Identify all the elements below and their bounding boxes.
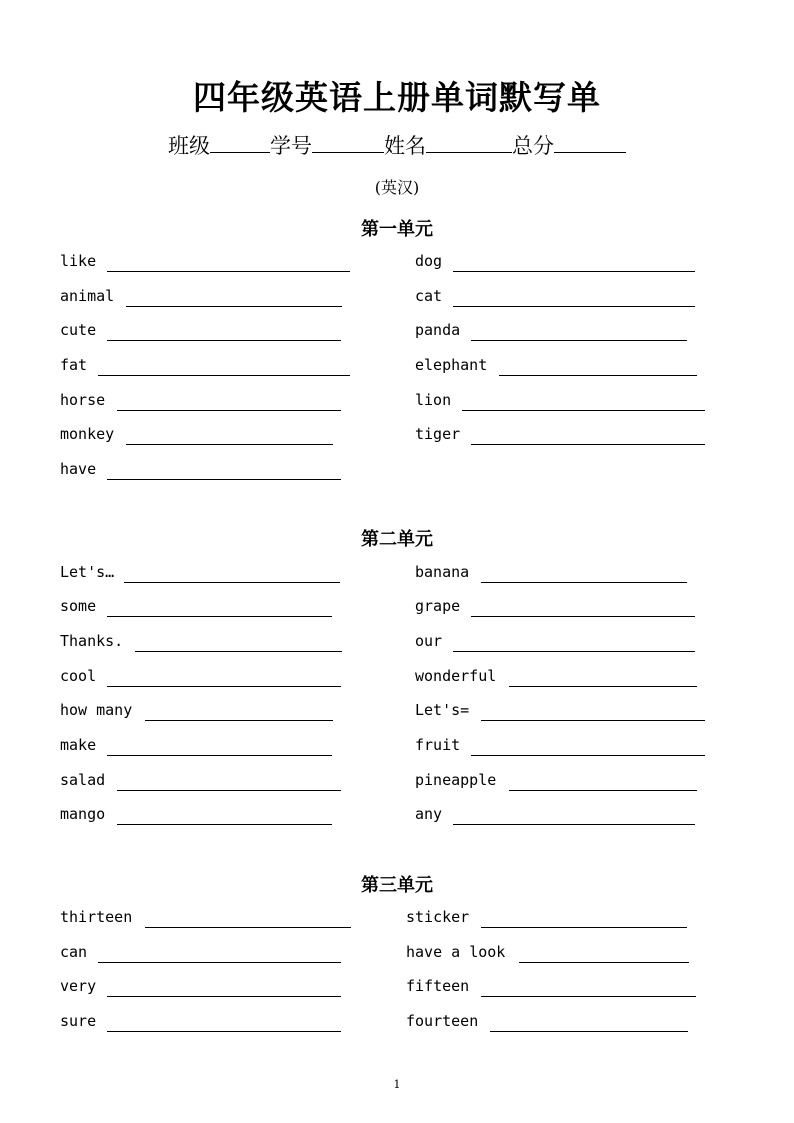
answer-line[interactable] [481, 582, 687, 583]
word-row [60, 943, 343, 965]
word-label: grape [415, 597, 461, 615]
answer-line[interactable] [453, 271, 695, 272]
word-row [60, 252, 350, 274]
answer-line[interactable] [98, 375, 350, 376]
word-row [406, 943, 691, 965]
answer-line[interactable] [107, 1031, 341, 1032]
page-title: 四年级英语上册单词默写单 [193, 78, 601, 117]
answer-line[interactable] [107, 616, 332, 617]
answer-line[interactable] [107, 271, 350, 272]
answer-line[interactable] [453, 651, 695, 652]
answer-line[interactable] [107, 340, 341, 341]
word-row [415, 771, 699, 793]
word-label: elephant [415, 356, 488, 374]
word-row [406, 908, 689, 930]
answer-line[interactable] [481, 720, 705, 721]
answer-line[interactable] [481, 996, 696, 997]
word-row [415, 563, 689, 585]
word-label: sticker [406, 908, 470, 926]
answer-line[interactable] [519, 962, 689, 963]
answer-line[interactable] [471, 755, 705, 756]
word-row [60, 287, 343, 309]
word-row [60, 701, 335, 723]
word-label: Let's… [60, 563, 115, 581]
word-label: mango [60, 805, 106, 823]
word-label: cat [415, 287, 443, 305]
word-label: like [60, 252, 97, 270]
answer-line[interactable] [471, 340, 687, 341]
word-label: fourteen [406, 1012, 479, 1030]
word-row [415, 736, 707, 758]
word-row [415, 356, 699, 378]
word-row [60, 736, 335, 758]
number-blank[interactable] [312, 132, 384, 153]
word-row [60, 805, 335, 827]
word-label: salad [60, 771, 106, 789]
word-label: dog [415, 252, 443, 270]
answer-line[interactable] [117, 790, 341, 791]
word-row [415, 391, 707, 413]
answer-line[interactable] [107, 996, 341, 997]
word-row [415, 321, 689, 343]
word-label: fat [60, 356, 88, 374]
word-row [60, 597, 335, 619]
word-row [415, 632, 697, 654]
word-row [406, 977, 698, 999]
word-label: can [60, 943, 88, 961]
word-label: fifteen [406, 977, 470, 995]
word-row [415, 667, 699, 689]
word-label: lion [415, 391, 452, 409]
answer-line[interactable] [107, 755, 332, 756]
word-label: have [60, 460, 97, 478]
word-label: animal [60, 287, 115, 305]
answer-line[interactable] [481, 927, 687, 928]
name-blank[interactable] [426, 132, 512, 153]
word-row [60, 908, 352, 930]
answer-line[interactable] [145, 720, 333, 721]
word-row [406, 1012, 690, 1034]
score-blank[interactable] [554, 132, 626, 153]
word-label: fruit [415, 736, 461, 754]
word-label: how many [60, 701, 133, 719]
answer-line[interactable] [126, 444, 333, 445]
word-row [60, 391, 343, 413]
unit-3-heading: 第三单元 [361, 875, 433, 896]
word-row [60, 321, 343, 343]
word-row [60, 1012, 343, 1034]
word-label: tiger [415, 425, 461, 443]
answer-line[interactable] [107, 479, 341, 480]
subtitle: (英汉) [374, 178, 420, 197]
word-label: banana [415, 563, 470, 581]
answer-line[interactable] [145, 927, 351, 928]
word-label: make [60, 736, 97, 754]
word-label: monkey [60, 425, 115, 443]
answer-line[interactable] [117, 410, 341, 411]
word-label: cool [60, 667, 97, 685]
word-label: sure [60, 1012, 97, 1030]
word-label: cute [60, 321, 97, 339]
answer-line[interactable] [126, 306, 342, 307]
word-row [60, 356, 350, 378]
answer-line[interactable] [453, 824, 695, 825]
answer-line[interactable] [490, 1031, 688, 1032]
answer-line[interactable] [471, 616, 695, 617]
answer-line[interactable] [135, 651, 342, 652]
number-label: 学号 [270, 134, 312, 158]
class-label: 班级 [168, 134, 210, 158]
word-row [60, 977, 343, 999]
word-label: have a look [406, 943, 506, 961]
word-label: thirteen [60, 908, 133, 926]
score-label: 总分 [512, 134, 554, 158]
answer-line[interactable] [107, 686, 341, 687]
word-label: our [415, 632, 443, 650]
answer-line[interactable] [471, 444, 705, 445]
word-label: very [60, 977, 97, 995]
unit-1-heading: 第一单元 [361, 219, 433, 240]
word-row [60, 632, 343, 654]
word-row [415, 701, 707, 723]
word-label: pineapple [415, 771, 497, 789]
student-info-line [0, 130, 794, 160]
answer-line[interactable] [117, 824, 332, 825]
word-row [415, 252, 697, 274]
answer-line[interactable] [453, 306, 695, 307]
word-label: Let's= [415, 701, 470, 719]
word-row [415, 425, 707, 447]
page-number: 1 [393, 1078, 401, 1091]
word-row [415, 287, 697, 309]
word-row [415, 805, 697, 827]
answer-line[interactable] [509, 686, 697, 687]
unit-2-heading: 第二单元 [361, 529, 433, 550]
answer-line[interactable] [509, 790, 697, 791]
word-row [60, 563, 343, 585]
word-label: any [415, 805, 443, 823]
word-label: wonderful [415, 667, 497, 685]
class-blank[interactable] [210, 132, 270, 153]
answer-line[interactable] [462, 410, 705, 411]
name-label: 姓名 [384, 134, 426, 158]
word-row [60, 667, 343, 689]
answer-line[interactable] [499, 375, 697, 376]
word-label: Thanks. [60, 632, 124, 650]
word-label: horse [60, 391, 106, 409]
word-row [60, 771, 343, 793]
word-label: panda [415, 321, 461, 339]
answer-line[interactable] [98, 962, 341, 963]
word-label: some [60, 597, 97, 615]
word-row [60, 425, 335, 447]
word-row [415, 597, 697, 619]
answer-line[interactable] [124, 582, 340, 583]
word-row [60, 460, 343, 482]
